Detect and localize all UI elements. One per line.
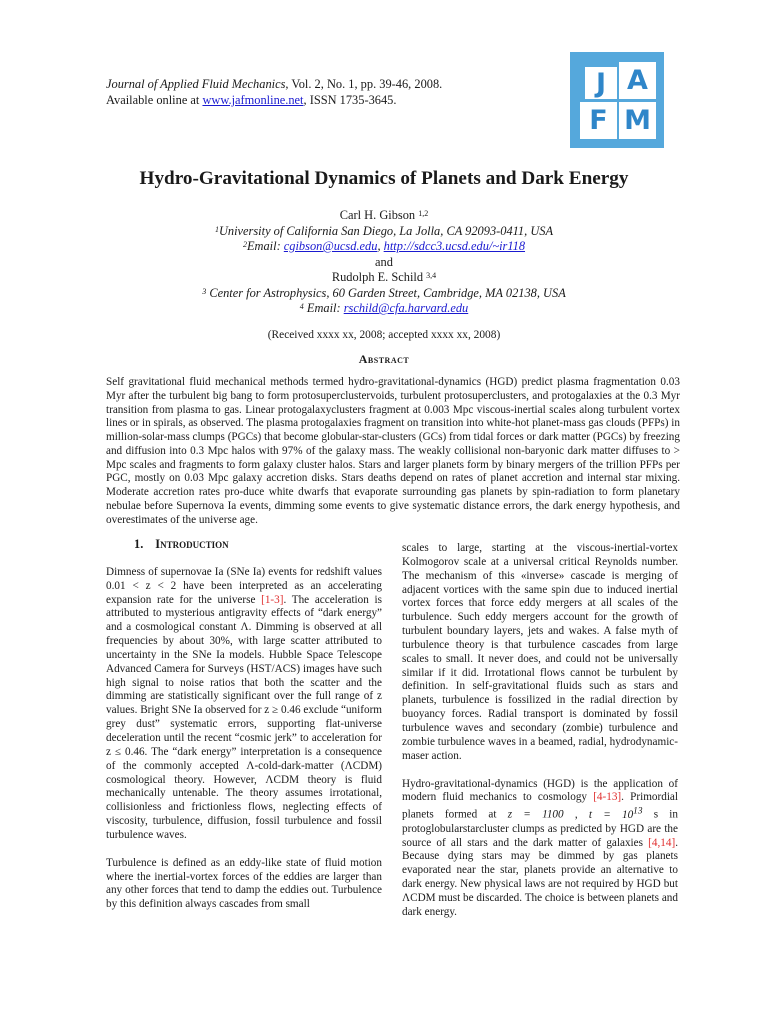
- intro-paragraph-4: Hydro-gravitational-dynamics (HGD) is the application of modern fluid mechanics to cosmology [4-13]. Primordial planets formed at z = 1100 , $t = 10^{13}$ s in protoglobularstarcluster clumps as predicted by HGD are the source of all stars and the dark matter of galaxies [4,14]. Because dying stars may be dimmed by gas planets evaporated near the star, planets provide an alternative to dark energy. New physical laws are not required by HGD but ΛCDM must be discarded. The choice is between planets and dark energy.: [402, 777, 678, 918]
- right-column: [402, 542, 678, 934]
- contact1: $^2$Email: cgibson@ucsd.edu, http://sdcc3.ucsd.edu/~ir118: [242, 239, 526, 253]
- author2-line: [0, 270, 768, 286]
- section-heading: [134, 538, 382, 552]
- equation-redshift: z = 1100: [507, 808, 564, 821]
- logo-letter-j: J: [580, 62, 617, 99]
- citation-link[interactable]: [4-13]: [593, 791, 622, 804]
- equation-time: $t = 10^{13}$: [588, 806, 643, 821]
- affiliation1: $^1$University of California San Diego, La Jolla, CA 92093-0411, USA: [214, 223, 554, 238]
- journal-citation: , Vol. 2, No. 1, pp. 39-46, 2008.: [285, 77, 443, 91]
- contact2: $^4$ Email: rschild@cfa.harvard.edu: [299, 301, 469, 315]
- and-separator: and: [375, 254, 393, 269]
- logo-letter-a: A: [619, 62, 656, 99]
- abstract-text: Self gravitational fluid mechanical methods termed hydro-gravitational-dynamics (HGD) predict plasma fragmentation 0.03 Myr after the turbulent big bang to form protosuperclustervoids, turbulent protosuperclusters, and protogalaxies at the 0.3 Myr transition from plasma to gas. Linear protogalaxyclusters fragment at 0.003 Mpc viscous-inertial scales along turbulent vortex lines or in spirals, as observed. The plasma protogalaxies fragment on transition into white-hot planet-mass gas clouds (PFPs) in million-solar-mass clumps (PGCs) that become globular-star-clusters (GCs) from tidal forces or dark matter (PGCs) by freezing and diffusion into 0.3 Mpc halos with 97% of the galaxy mass. The weakly collisional non-baryonic dark matter diffuses to > Mpc scales and fragments to form galaxy cluster halos. Stars and larger planets form by binary mergers of the trillion PFPs per PGC, mostly on 0.03 Mpc galaxy accretion disks. Stars deaths depend on rates of planet accretion and internal star mixing. Moderate accretion rates pro-duce white dwarfs that evaporate surrounding gas planets by spin-radiation to form planetary nebulae before Supernova Ia events, dimming some events to give systematic distance errors, the dark energy hypothesis, and overestimates of the universe age.: [106, 376, 680, 526]
- author1-line: [0, 208, 768, 224]
- paper-title: Hydro-Gravitational Dynamics of Planets and Dark Energy: [139, 168, 629, 189]
- email2-link[interactable]: rschild@cfa.harvard.edu: [343, 301, 469, 315]
- journal-online-line: [106, 92, 546, 108]
- journal-header: [106, 76, 546, 108]
- received-dates: (Received xxxx xx, 2008; accepted xxxx xx, 2008): [267, 329, 501, 341]
- section-number: 1.: [134, 537, 144, 551]
- journal-name: Journal of Applied Fluid Mechanics: [106, 77, 286, 91]
- section-title: Introduction: [155, 537, 229, 551]
- journal-url-link[interactable]: www.jafmonline.net: [202, 93, 304, 107]
- intro-paragraph-3: scales to large, starting at the viscous-inertial-vortex Kolmogorov scale at a universal critical Reynolds number. The mechanism of this «inverse» cascade is merging of adjacent vortices with the same spin due to induced inertial vortex forces that force eddy mergers at all scales of the turbulence. Such eddy mergers account for the growth of turbulent boundary layers, jets and wakes. A false myth of turbulence theory is that turbulence cascades from large scales to small. It never does, and could not be universally similar if it did. Irrotational flows cannot be turbulent by definition. In self-gravitational fluids such as stars and planets, turbulence is fossilized in the radial direction by buoyancy forces. Radial transport is dominated by fossil turbulence waves and secondary (zombie) turbulence and zombie turbulence waves in a beamed, radial, hydrodynamic-maser action.: [402, 542, 678, 762]
- author2-name: Rudolph E. Schild: [331, 270, 424, 284]
- citation-link[interactable]: [1-3]: [261, 593, 284, 606]
- author2-sup: 3,4: [426, 271, 437, 280]
- intro-paragraph-1: Dimness of supernovae Ia (SNe Ia) events for redshift values 0.01 < z < 2 have been interpreted as an accelerating expansion rate for the universe [1-3]. The acceleration is attributed to mysterious antigravity effects of “dark energy” and a cosmological constant Λ. Dimming is observed at all frequencies by about 30%, with large scatter attributed to uncertainty in the SNe Ia models. Hubble Space Telescope Advanced Camera for Surveys (HST/ACS) images have such high signal to noise ratios that both the scatter and the dimming are statistically significant over the full range of z values. Bright SNe Ia observed for z ≥ 0.46 exclude “uniform grey dust” systematic errors, supporting flat-universe deceleration until the recent “cosmic jerk” to acceleration for z ≤ 0.46. The “dark energy” interpretation is a consequence of the commonly accepted Λ-cold-dark-matter (ΛCDM) cosmological theory. However, ΛCDM theory is fluid mechanically untenable. The theory assumes irrotational, collisionless and frictionless flows, neglecting effects of viscosity, turbulence, diffusion, fossil turbulence and fossil turbulence waves.: [106, 565, 382, 841]
- journal-citation-line: [106, 76, 546, 92]
- logo-letter-f: F: [580, 102, 617, 139]
- author1-sup: 1,2: [418, 209, 429, 218]
- left-column: [106, 538, 382, 926]
- email1-link[interactable]: cgibson@ucsd.edu: [283, 239, 378, 253]
- author1-name: Carl H. Gibson: [339, 208, 416, 222]
- author-block: [0, 208, 768, 317]
- intro-paragraph-2: Turbulence is defined as an eddy-like state of fluid motion where the inertial-vortex forces of the eddies are larger than any other forces that tend to damp the eddies out. Turbulence by this definition always cascades from small: [106, 856, 382, 911]
- affiliation3: $^3$ Center for Astrophysics, 60 Garden Street, Cambridge, MA 02138, USA: [202, 285, 566, 300]
- logo-letter-m: M: [619, 102, 656, 139]
- url1-link[interactable]: http://sdcc3.ucsd.edu/~ir118: [383, 239, 526, 253]
- jafm-logo: [570, 52, 664, 148]
- journal-issn: , ISSN 1735-3645.: [303, 93, 397, 107]
- citation-link[interactable]: [4,14]: [648, 836, 676, 849]
- online-prefix: Available online at: [106, 93, 203, 107]
- abstract-heading: Abstract: [358, 352, 410, 366]
